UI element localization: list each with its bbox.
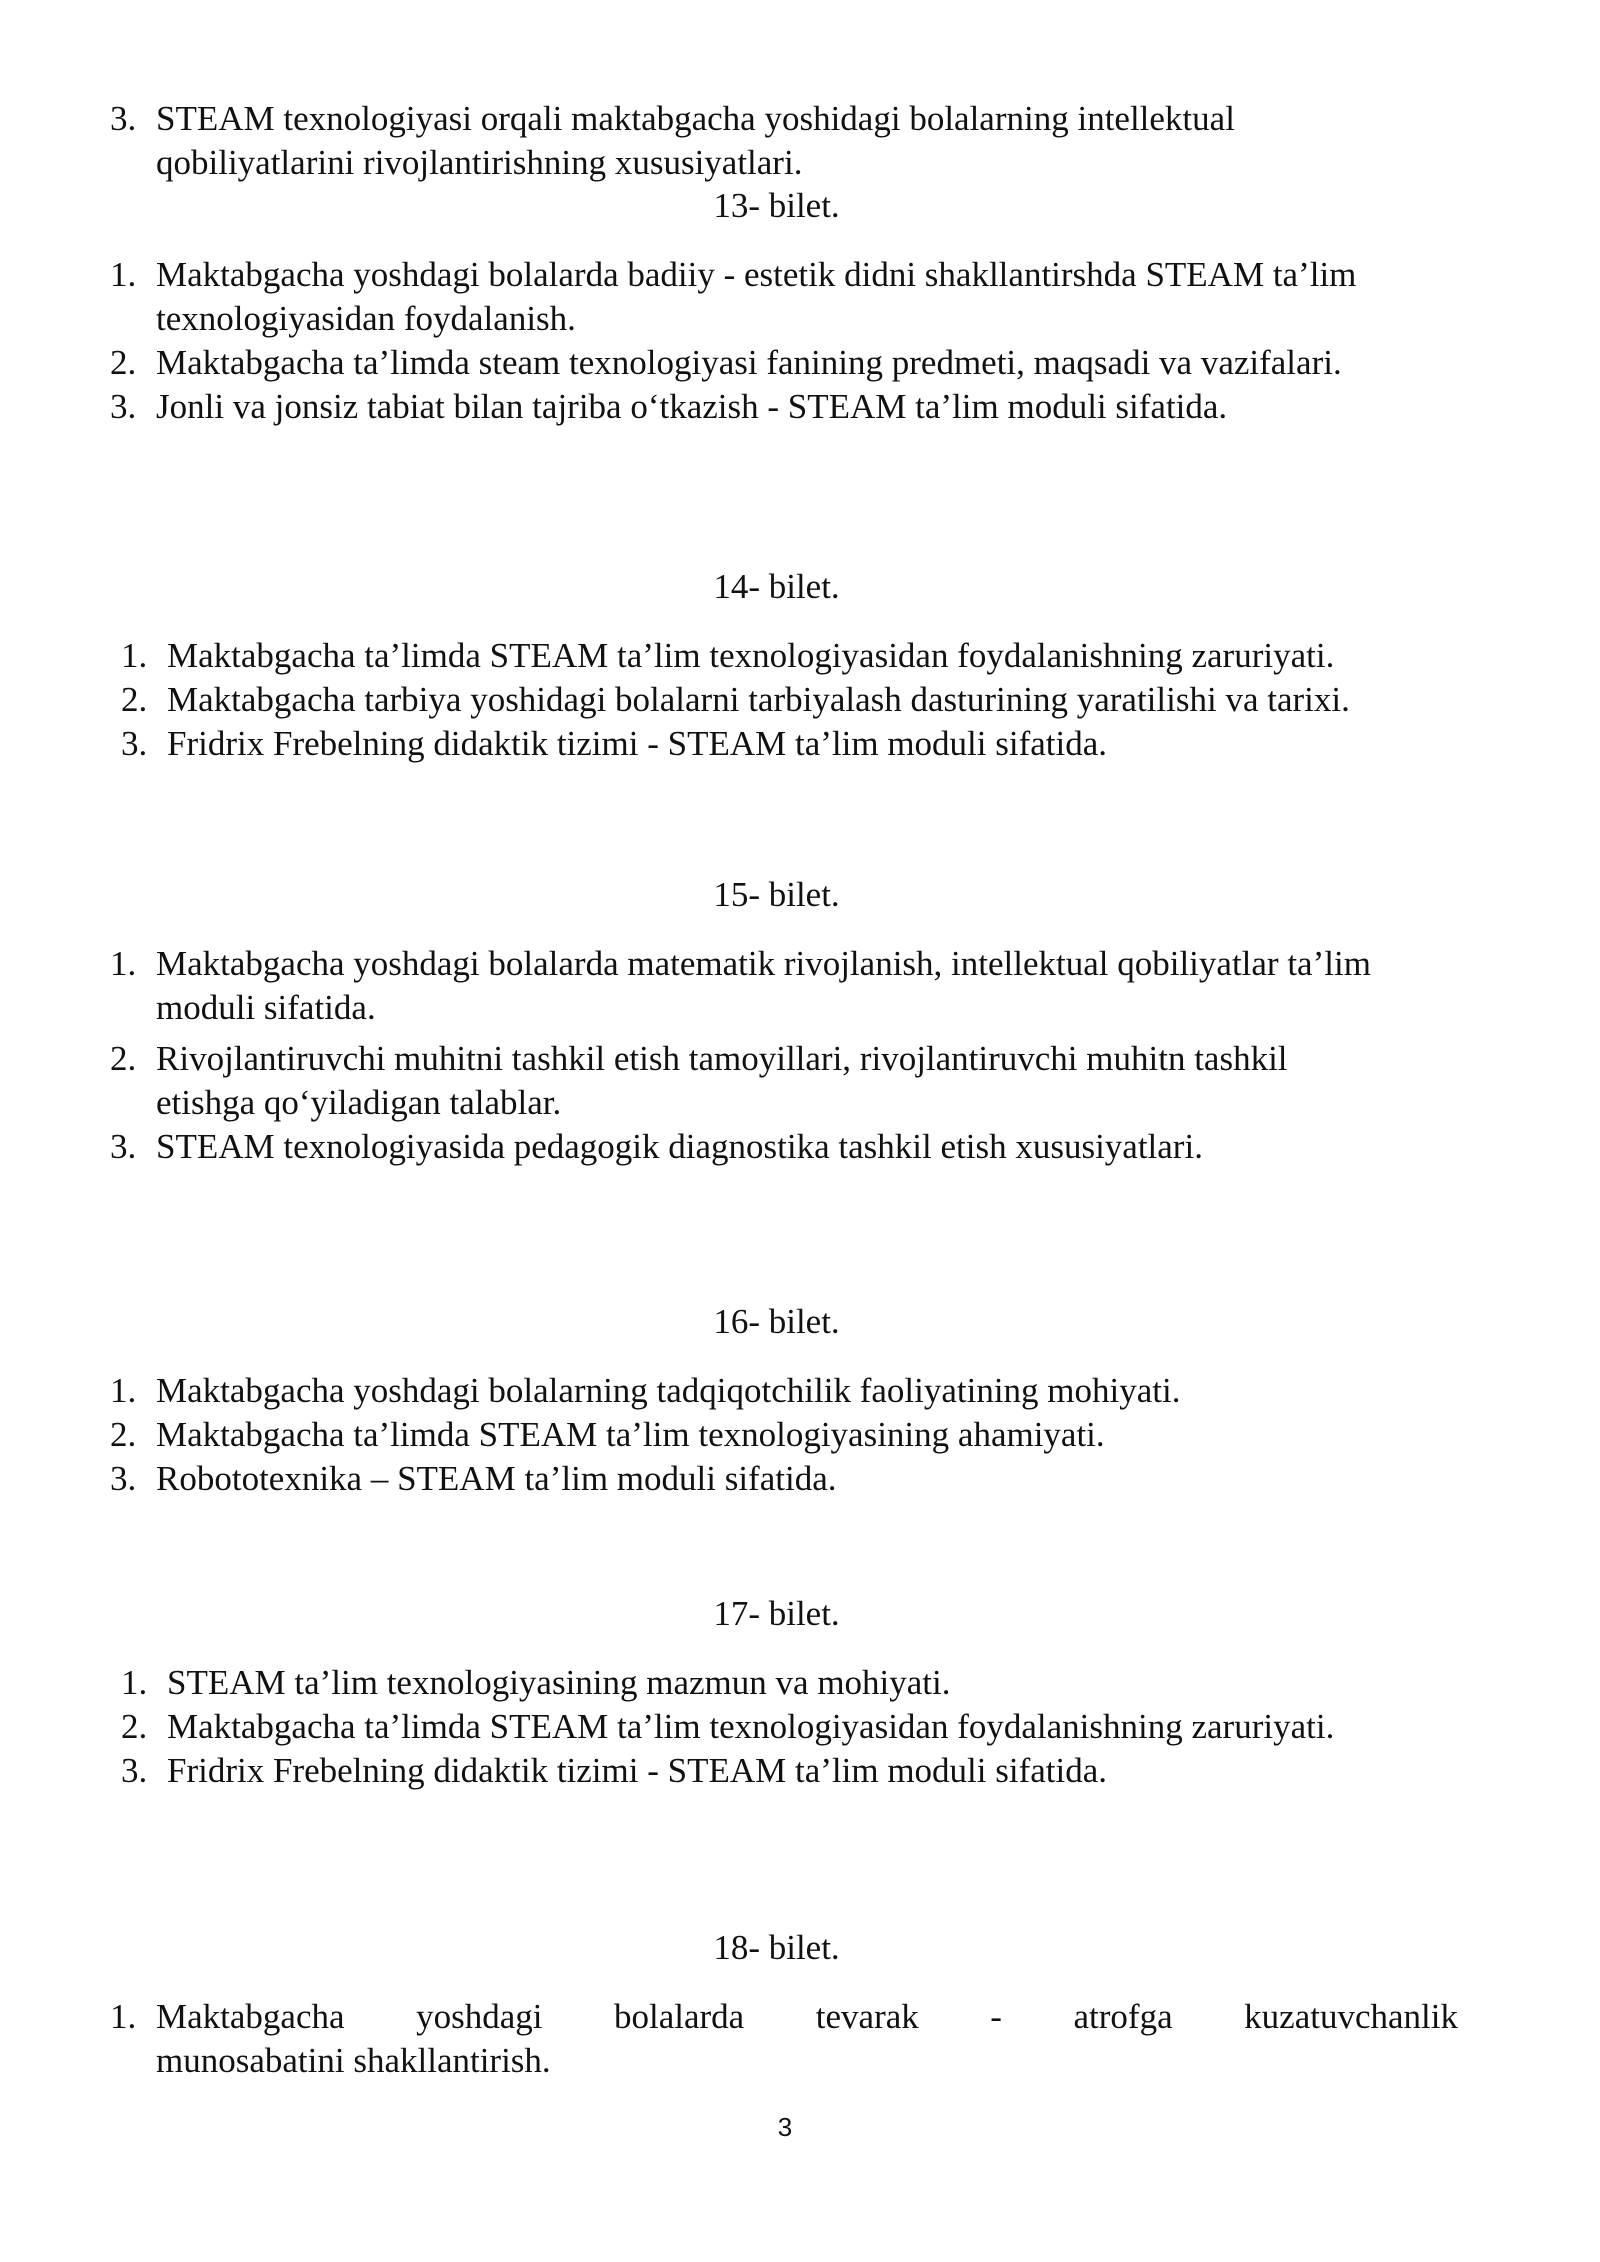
question-number: 2. bbox=[110, 1415, 137, 1454]
ticket-question-list bbox=[110, 942, 1476, 1169]
question-text-line: qobiliyatlarini rivojlantirishning xususiyatlari. bbox=[156, 143, 803, 182]
question-item bbox=[121, 634, 1487, 678]
question-number: 2. bbox=[121, 1707, 148, 1746]
question-number: 3. bbox=[110, 387, 137, 426]
question-number: 3. bbox=[110, 1459, 137, 1498]
question-item bbox=[110, 1037, 1476, 1125]
ticket-title: 18- bilet. bbox=[713, 1928, 840, 1967]
ticket-question-list bbox=[121, 1661, 1487, 1793]
question-text-line: Rivojlantiruvchi muhitni tashkil etish tamoyillari, rivojlantiruvchi muhitn tashkil bbox=[156, 1039, 1288, 1078]
question-text-line: Jonli va jonsiz tabiat bilan tajriba o‘tkazish - STEAM ta’lim moduli sifatida. bbox=[156, 387, 1228, 426]
question-number: 1. bbox=[110, 944, 137, 983]
question-text-line: Fridrix Frebelning didaktik tizimi - STEAM ta’lim moduli sifatida. bbox=[167, 1751, 1108, 1790]
question-text-line: Robototexnika – STEAM ta’lim moduli sifatida. bbox=[156, 1459, 837, 1498]
ticket-title: 13- bilet. bbox=[713, 186, 840, 225]
continued-question-list bbox=[110, 97, 1326, 185]
ticket-title: 16- bilet. bbox=[713, 1302, 840, 1341]
question-item bbox=[110, 385, 1496, 429]
question-text-line: munosabatini shakllantirish. bbox=[156, 2041, 551, 2080]
question-text-line: Maktabgacha yoshdagi bolalarning tadqiqotchilik faoliyatining mohiyati. bbox=[156, 1371, 1181, 1410]
question-number: 3. bbox=[121, 1751, 148, 1790]
question-number: 3. bbox=[110, 99, 137, 138]
ticket-title: 15- bilet. bbox=[713, 875, 840, 914]
question-item bbox=[121, 1749, 1487, 1793]
question-number: 1. bbox=[110, 1997, 137, 2036]
question-item bbox=[110, 942, 1476, 1030]
question-text-line: Maktabgacha yoshdagi bolalarda matematik rivojlanish, intellektual qobiliyatlar ta’lim bbox=[156, 944, 1371, 983]
question-number: 2. bbox=[110, 1039, 137, 1078]
question-number: 1. bbox=[110, 1371, 137, 1410]
question-number: 1. bbox=[121, 1663, 148, 1702]
ticket-question-list bbox=[121, 634, 1487, 766]
question-text-line: Maktabgacha tarbiya yoshidagi bolalarni tarbiyalash dasturining yaratilishi va tarixi. bbox=[167, 680, 1350, 719]
question-item bbox=[110, 253, 1496, 341]
question-item bbox=[121, 722, 1487, 766]
question-number: 2. bbox=[110, 343, 137, 382]
question-item bbox=[110, 1457, 1476, 1501]
question-number: 3. bbox=[121, 724, 148, 763]
question-item bbox=[121, 678, 1487, 722]
question-text-line: Fridrix Frebelning didaktik tizimi - STEAM ta’lim moduli sifatida. bbox=[167, 724, 1108, 763]
question-text-line: Maktabgacha yoshdagi bolalarda tevarak - atrofga kuzatuvchanlik bbox=[156, 1997, 1458, 2036]
question-text-line: STEAM texnologiyasida pedagogik diagnostika tashkil etish xususiyatlari. bbox=[156, 1127, 1203, 1166]
question-item bbox=[121, 1705, 1487, 1749]
ticket-question-list bbox=[110, 253, 1496, 429]
question-number: 3. bbox=[110, 1127, 137, 1166]
question-text-line: texnologiyasidan foydalanish. bbox=[156, 299, 576, 338]
ticket-title: 17- bilet. bbox=[713, 1594, 840, 1633]
question-item bbox=[110, 1995, 1458, 2083]
question-text-line: moduli sifatida. bbox=[156, 988, 376, 1027]
question-item bbox=[110, 97, 1326, 185]
question-item bbox=[110, 1369, 1476, 1413]
ticket-question-list bbox=[110, 1995, 1458, 2083]
question-number: 2. bbox=[121, 680, 148, 719]
question-item bbox=[110, 1125, 1476, 1169]
question-item bbox=[121, 1661, 1487, 1705]
question-text-line: Maktabgacha ta’limda STEAM ta’lim texnologiyasidan foydalanishning zaruriyati. bbox=[167, 1707, 1335, 1746]
question-text-line: etishga qo‘yiladigan talablar. bbox=[156, 1083, 562, 1122]
ticket-question-list bbox=[110, 1369, 1476, 1501]
question-item bbox=[110, 1413, 1476, 1457]
question-text-line: Maktabgacha yoshdagi bolalarda badiiy - estetik didni shakllantirshda STEAM ta’lim bbox=[156, 255, 1357, 294]
question-text-line: Maktabgacha ta’limda STEAM ta’lim texnologiyasidan foydalanishning zaruriyati. bbox=[167, 636, 1335, 675]
question-item bbox=[110, 341, 1496, 385]
question-number: 1. bbox=[121, 636, 148, 675]
question-text-line: Maktabgacha ta’limda steam texnologiyasi fanining predmeti, maqsadi va vazifalari. bbox=[156, 343, 1342, 382]
question-number: 1. bbox=[110, 255, 137, 294]
ticket-title: 14- bilet. bbox=[713, 567, 840, 606]
page-number: 3 bbox=[777, 2112, 793, 2142]
question-text-line: Maktabgacha ta’limda STEAM ta’lim texnologiyasining ahamiyati. bbox=[156, 1415, 1105, 1454]
question-text-line: STEAM ta’lim texnologiyasining mazmun va mohiyati. bbox=[167, 1663, 951, 1702]
question-text-line: STEAM texnologiyasi orqali maktabgacha yoshidagi bolalarning intellektual bbox=[156, 99, 1235, 138]
